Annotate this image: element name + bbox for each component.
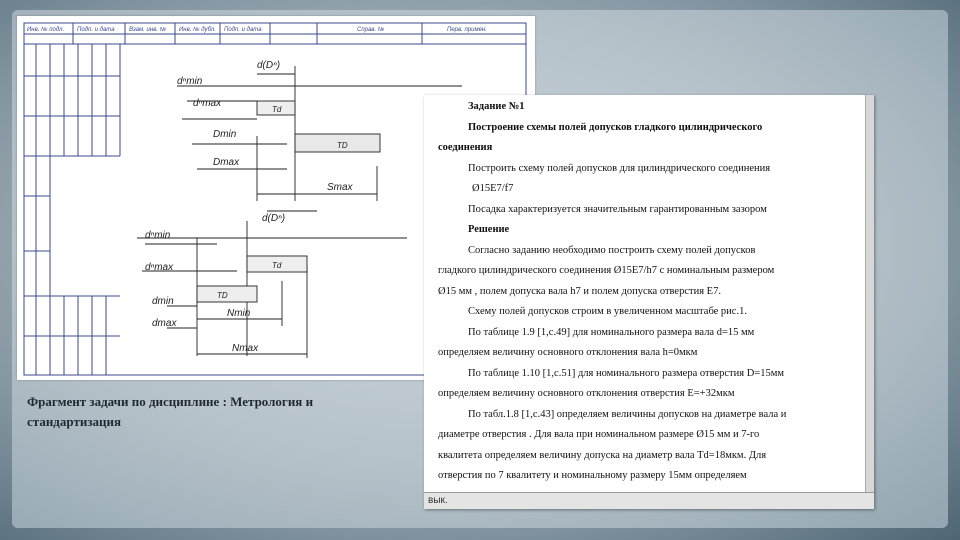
title-block-header-5: Справ. № <box>357 27 385 33</box>
document-line: По табл.1.8 [1,с.43] определяем величины допусков на диаметре вала и <box>468 408 787 420</box>
document-line: По таблице 1.9 [1,с.49] для номинального размера вала d=15 мм <box>468 326 755 338</box>
document-line: По таблице 1.10 [1,с.51] для номинального размера отверстия D=15мм <box>468 367 784 379</box>
label-lower-TD: TD <box>217 291 228 300</box>
vertical-scrollbar[interactable] <box>865 95 874 493</box>
document-line: соединения <box>438 142 493 153</box>
document-line: Задание №1 <box>468 101 525 112</box>
document-line: Решение <box>468 224 510 235</box>
label-lower-d-max: dmax <box>152 318 177 329</box>
label-lower-nominal: d(Dⁿ) <box>262 213 286 224</box>
slide-caption: Фрагмент задачи по дисциплине : Метрология и стандартизация <box>27 394 314 429</box>
label-dn-min: dⁿmin <box>177 76 203 87</box>
title-block-header-4: Подп. и дата <box>224 27 262 33</box>
title-block-header-0: Инв. № подл. <box>27 27 65 33</box>
title-block-header-2: Взам. инв. № <box>129 27 167 33</box>
document-line: Ø15E7/f7 <box>472 183 514 194</box>
status-bar <box>424 492 874 509</box>
document-line: определяем величину основного отклонения вала h=0мкм <box>438 347 698 358</box>
document-line: квалитета определяем величину допуска на диаметр вала Td=18мкм. Для <box>438 449 767 461</box>
document-line: гладкого цилиндрического соединения Ø15E7/h7 с номинальным размером <box>438 265 775 276</box>
label-dn-max: dⁿmax <box>193 98 222 109</box>
label-lower-dp-min: dⁿmin <box>145 230 171 241</box>
document-line: Ø15 мм , полем допуска вала h7 и полем допуска отверстия E7. <box>438 285 721 297</box>
document-line: Схему полей допусков строим в увеличенном масштабе рис.1. <box>468 306 747 317</box>
label-nominal: d(Dⁿ) <box>257 60 281 71</box>
title-block-header-1: Подп. и дата <box>77 27 115 33</box>
title-block-header-3: Инв. № дубл. <box>179 27 216 33</box>
label-lower-td: Td <box>272 261 282 270</box>
document-line: Построение схемы полей допусков гладкого цилиндрического <box>468 121 763 133</box>
status-text: вык. <box>428 495 448 506</box>
label-s-max: Smax <box>327 182 353 193</box>
label-TD: TD <box>337 141 348 150</box>
label-lower-n-min: Nmin <box>227 308 251 319</box>
document-line: Согласно заданию необходимо построить схему полей допусков <box>468 244 756 256</box>
label-d-max: Dmax <box>213 157 240 168</box>
label-d-min: Dmin <box>213 129 237 140</box>
label-td: Td <box>272 105 282 114</box>
document-line: отверстия по 7 квалитету и номинальному размеру 15мм определяем <box>438 470 747 481</box>
label-lower-n-max: Nmax <box>232 343 259 354</box>
label-lower-d-min: dmin <box>152 296 174 307</box>
document-page <box>424 95 866 493</box>
label-lower-dp-max: dⁿmax <box>145 262 174 273</box>
document-line: определяем величину основного отклонения отверстия E=+32мкм <box>438 388 735 399</box>
document-window <box>424 95 874 509</box>
document-line: Посадка характеризуется значительным гарантированным зазором <box>468 203 767 215</box>
title-block-header-6: Перв. примен. <box>447 27 487 33</box>
document-line: диаметре отверстия . Для вала при номинальном размере Ø15 мм и 7-го <box>438 429 760 440</box>
document-line: Построить схему полей допусков для цилиндрического соединения <box>468 162 771 174</box>
